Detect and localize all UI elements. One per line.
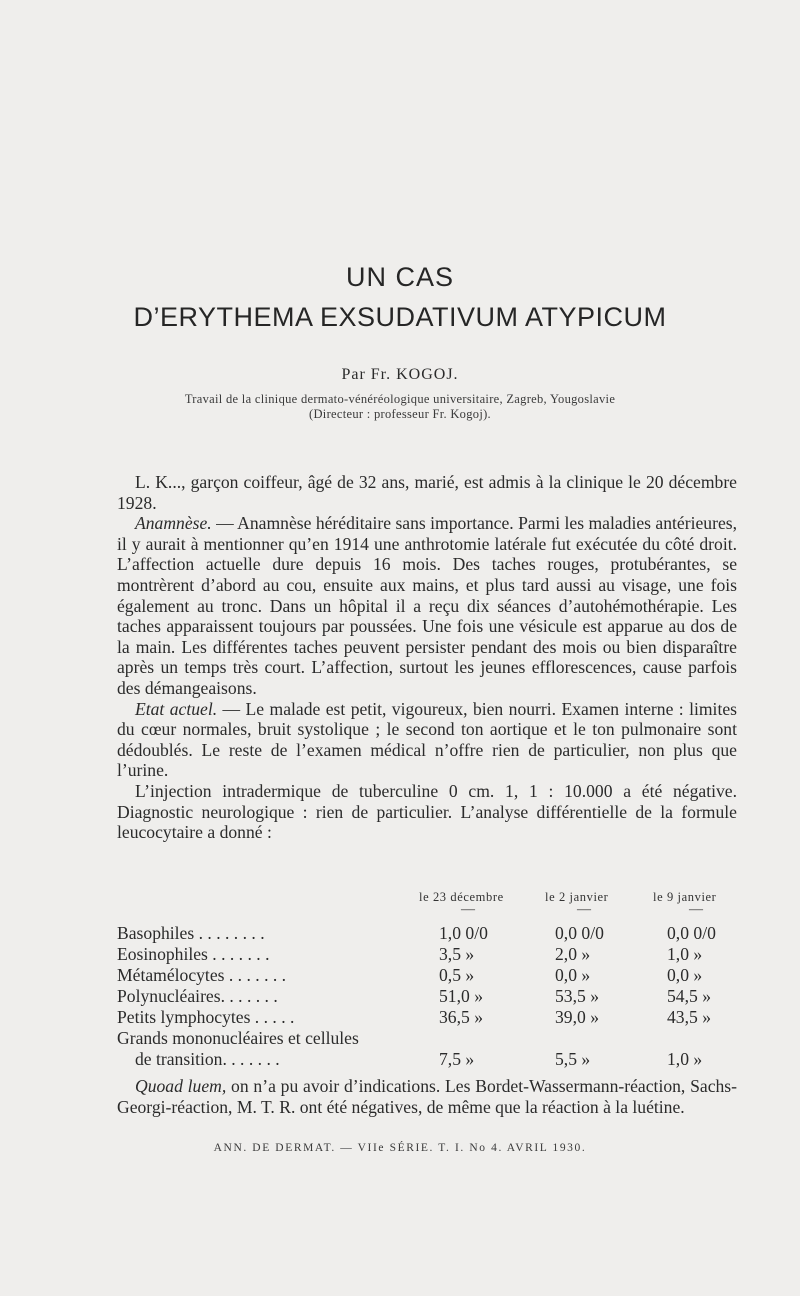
title-line-2: D’ERYTHEMA EXSUDATIVUM ATYPICUM — [133, 302, 667, 332]
title-line-1: UN CAS — [345, 262, 454, 292]
row-label: Grands mononucléaires et cellules — [117, 1028, 359, 1048]
table-row — [117, 923, 742, 944]
paragraph-admission: L. K..., garçon coiffeur, âgé de 32 ans, marié, est admis à la clinique le 20 décembre 1928. — [117, 472, 737, 513]
journal-footer: ANN. DE DERMAT. — VIIe SÉRIE. T. I. No 4. AVRIL 1930. — [213, 1142, 587, 1154]
anamnese-text: — Anamnèse héréditaire sans importance. Parmi les maladies antérieures, il y aurait à mentionner qu’en 1914 une anthrotomie latérale fut exécutée du côté droit. L’affection actuelle dure depuis 16 mois. Des taches rouges, protubérantes, se montrèrent d’abord au cou, ensuite aux mains, et plus tard aussi au visage, une fois également au tronc. Dans un hôpital il a reçu dix séances d’autohémothérapie. Les taches apparaissent toujours par poussées. Une fois une vésicule est apparue au dos de la main. Les différentes taches peuvent persister pendant des mois ou bien disparaître après un temps très court. L’affection, surtout les jeunes efflorescences, cause parfois des démangeaisons. — [117, 513, 737, 698]
cell-value: 39,0 » — [555, 1007, 599, 1027]
cell-value: 0,5 » — [439, 965, 475, 985]
table-row — [117, 1028, 742, 1049]
row-label: Eosinophiles . . . . . . . — [117, 944, 270, 964]
table-row — [117, 944, 742, 965]
cell-value: 53,5 » — [555, 986, 599, 1006]
cell-value: 0,0 0/0 — [555, 923, 604, 943]
cell-value: 5,5 » — [555, 1049, 591, 1069]
etat-actuel-label: Etat actuel. — [135, 698, 218, 719]
paragraph-quoad-luem — [117, 1076, 737, 1117]
cell-value: 36,5 » — [439, 1007, 483, 1027]
quoad-luem-label: Quoad luem, — [135, 1076, 227, 1096]
affiliation-line-2: (Directeur : professeur Fr. Kogoj). — [309, 407, 491, 421]
cell-value: 51,0 » — [439, 986, 483, 1006]
row-label: Polynucléaires. . . . . . . — [117, 986, 278, 1006]
column-header-1: le 23 décembre — [419, 890, 504, 904]
paragraph-tuberculine: L’injection intradermique de tuberculine 0 cm. 1, 1 : 10.000 a été négative. Diagnostic neurologique : rien de particulier. L’analyse différentielle de la formule leucocytaire a donné : — [117, 780, 737, 843]
cell-value: 1,0 » — [667, 944, 703, 964]
quoad-luem-text: on n’a pu avoir d’indications. Les Bordet-Wassermann-réaction, Sachs-Georgi-réaction, M. T. R. ont été négatives, de même que la réaction à la luétine. — [117, 1076, 738, 1117]
table-row — [117, 1049, 742, 1070]
cell-value: 0,0 0/0 — [667, 923, 716, 943]
cell-value: 0,0 » — [555, 965, 591, 985]
table-row — [117, 986, 742, 1007]
article-body-continued — [117, 1076, 737, 1117]
etat-actuel-text: — Le malade est petit, vigoureux, bien nourri. Examen interne : limites du cœur normales, bruit systolique ; le second ton aortique et le ton pulmonaire sont dédoublés. Le reste de l’examen médical n’offre rien de particulier, non plus que l’urine. — [117, 698, 737, 781]
cell-value: 3,5 » — [439, 944, 475, 964]
cell-value: 43,5 » — [667, 1007, 711, 1027]
row-label: Petits lymphocytes . . . . . — [117, 1007, 295, 1027]
column-header-3: le 9 janvier — [653, 890, 717, 904]
column-dash-3: — — [689, 902, 704, 917]
column-dash-1: — — [461, 902, 476, 917]
affiliation-line-1: Travail de la clinique dermato-vénéréologique universitaire, Zagreb, Yougoslavie — [184, 392, 616, 406]
cell-value: 54,5 » — [667, 986, 711, 1006]
article-body — [117, 472, 737, 843]
column-dash-2: — — [577, 902, 592, 917]
column-header-2: le 2 janvier — [545, 890, 609, 904]
table-row — [117, 1007, 742, 1028]
table-row — [117, 965, 742, 986]
cell-value: 2,0 » — [555, 944, 591, 964]
cell-value: 1,0 0/0 — [439, 923, 488, 943]
row-label: Basophiles . . . . . . . . — [117, 923, 265, 943]
cell-value: 1,0 » — [667, 1049, 703, 1069]
author-line: Par Fr. KOGOJ. — [341, 366, 459, 383]
row-label: Métamélocytes . . . . . . . — [117, 965, 287, 985]
row-label: de transition. . . . . . . — [135, 1049, 280, 1069]
table-header — [117, 890, 742, 920]
paragraph-anamnese — [117, 513, 737, 698]
anamnese-label: Anamnèse. — [135, 513, 212, 534]
paragraph-etat-actuel — [117, 699, 737, 781]
cell-value: 7,5 » — [439, 1049, 475, 1069]
cell-value: 0,0 » — [667, 965, 703, 985]
